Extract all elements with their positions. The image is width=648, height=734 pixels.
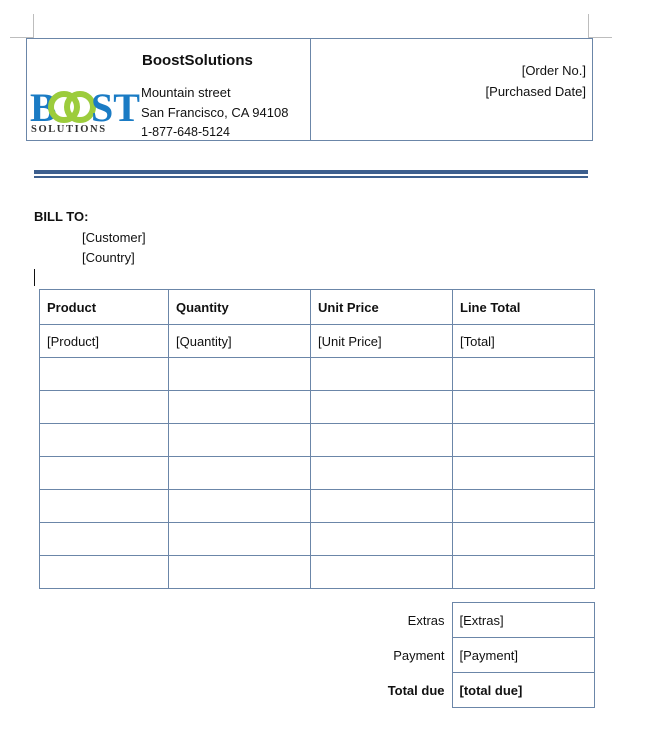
table-row — [40, 358, 595, 391]
cell-unit-price[interactable] — [311, 556, 453, 589]
cell-quantity[interactable] — [169, 556, 311, 589]
cell-line-total[interactable] — [453, 457, 595, 490]
company-phone: 1-877-648-5124 — [141, 125, 230, 139]
cell-product[interactable]: [Product] — [40, 325, 169, 358]
cell-line-total[interactable] — [453, 358, 595, 391]
order-number-field[interactable]: [Order No.] — [521, 63, 586, 78]
totals-row-payment — [310, 638, 594, 673]
table-row — [40, 490, 595, 523]
cell-line-total[interactable] — [453, 490, 595, 523]
payment-value[interactable]: [Payment] — [452, 638, 594, 673]
cell-line-total[interactable] — [453, 523, 595, 556]
cell-unit-price[interactable] — [311, 457, 453, 490]
cell-line-total[interactable] — [453, 424, 595, 457]
totals-row-extras — [310, 603, 594, 638]
column-header-unit-price: Unit Price — [311, 290, 453, 325]
cell-quantity[interactable] — [169, 391, 311, 424]
invoice-header — [26, 38, 593, 141]
logo-tagline: SOLUTIONS — [31, 124, 107, 135]
table-row — [40, 556, 595, 589]
cell-unit-price[interactable] — [311, 523, 453, 556]
column-header-quantity: Quantity — [169, 290, 311, 325]
cell-product[interactable] — [40, 490, 169, 523]
cell-quantity[interactable] — [169, 523, 311, 556]
bill-to-label: BILL TO: — [34, 209, 89, 224]
line-items-table — [39, 289, 595, 589]
company-address-line1: Mountain street — [141, 85, 231, 100]
company-name: BoostSolutions — [142, 52, 253, 69]
country-field[interactable]: [Country] — [82, 250, 135, 265]
cell-product[interactable] — [40, 523, 169, 556]
crop-mark-top-right-vertical — [588, 14, 589, 38]
table-row — [40, 523, 595, 556]
separator-rule-thick — [34, 170, 588, 174]
cell-product[interactable] — [40, 358, 169, 391]
cell-quantity[interactable] — [169, 424, 311, 457]
cell-quantity[interactable]: [Quantity] — [169, 325, 311, 358]
cell-line-total[interactable] — [453, 556, 595, 589]
table-row — [40, 325, 595, 358]
cell-unit-price[interactable] — [311, 490, 453, 523]
cell-unit-price[interactable]: [Unit Price] — [311, 325, 453, 358]
cell-quantity[interactable] — [169, 490, 311, 523]
cell-product[interactable] — [40, 556, 169, 589]
cell-line-total[interactable] — [453, 391, 595, 424]
logo-letters-st: ST — [91, 85, 140, 130]
cell-unit-price[interactable] — [311, 424, 453, 457]
column-header-line-total: Line Total — [453, 290, 595, 325]
cell-quantity[interactable] — [169, 457, 311, 490]
cell-unit-price[interactable] — [311, 391, 453, 424]
cell-unit-price[interactable] — [311, 358, 453, 391]
text-cursor — [34, 269, 35, 286]
company-address-line2: San Francisco, CA 94108 — [141, 105, 289, 120]
payment-label: Payment — [393, 647, 445, 663]
cell-product[interactable] — [40, 391, 169, 424]
extras-label: Extras — [407, 612, 445, 628]
separator-rule-thin — [34, 176, 588, 178]
customer-field[interactable]: [Customer] — [82, 230, 146, 245]
totals-row-total-due — [310, 673, 594, 708]
extras-value[interactable]: [Extras] — [452, 603, 594, 638]
total-due-label: Total due — [387, 682, 445, 698]
company-logo — [29, 85, 140, 135]
table-header-row — [40, 290, 595, 325]
cell-quantity[interactable] — [169, 358, 311, 391]
column-header-product: Product — [40, 290, 169, 325]
total-due-value[interactable]: [total due] — [452, 673, 594, 708]
cell-line-total[interactable]: [Total] — [453, 325, 595, 358]
table-row — [40, 424, 595, 457]
purchased-date-field[interactable]: [Purchased Date] — [485, 84, 586, 99]
totals-table — [310, 602, 595, 708]
cell-product[interactable] — [40, 457, 169, 490]
table-row — [40, 457, 595, 490]
header-divider — [310, 39, 311, 140]
table-row — [40, 391, 595, 424]
logo-letter-b: B — [30, 85, 57, 130]
crop-mark-top-left-vertical — [33, 14, 34, 38]
cell-product[interactable] — [40, 424, 169, 457]
